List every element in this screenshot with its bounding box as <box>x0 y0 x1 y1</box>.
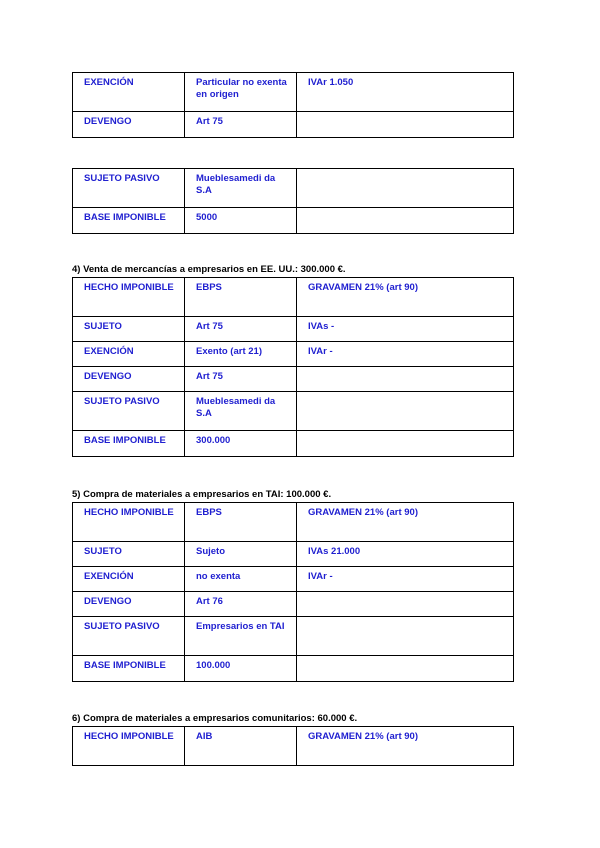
row-label: HECHO IMPONIBLE <box>73 727 185 766</box>
row-label: SUJETO <box>73 542 185 567</box>
table-section-4 <box>72 277 513 457</box>
table-row <box>73 592 514 617</box>
row-label: BASE IMPONIBLE <box>73 431 185 457</box>
table-row <box>73 567 514 592</box>
table-row <box>73 342 514 367</box>
row-note: GRAVAMEN 21% (art 90) <box>297 727 514 766</box>
row-value: AIB <box>185 727 297 766</box>
row-label: EXENCIÓN <box>73 73 185 112</box>
row-label: EXENCIÓN <box>73 567 185 592</box>
row-note <box>297 592 514 617</box>
row-note: GRAVAMEN 21% (art 90) <box>297 278 514 317</box>
row-note: IVAr - <box>297 567 514 592</box>
row-label: EXENCIÓN <box>73 342 185 367</box>
table-row <box>73 73 514 112</box>
section-5-heading: 5) Compra de materiales a empresarios en TAI: 100.000 €. <box>72 489 332 500</box>
row-note: GRAVAMEN 21% (art 90) <box>297 503 514 542</box>
row-note <box>297 392 514 431</box>
table-row <box>73 169 514 208</box>
table-section-5 <box>72 502 513 682</box>
row-label: SUJETO PASIVO <box>73 617 185 656</box>
row-note <box>297 431 514 457</box>
section-6-heading: 6) Compra de materiales a empresarios comunitarios: 60.000 €. <box>72 713 358 724</box>
row-note: IVAr - <box>297 342 514 367</box>
table-row <box>73 503 514 542</box>
row-label: HECHO IMPONIBLE <box>73 278 185 317</box>
row-value: Art 75 <box>185 317 297 342</box>
row-label: DEVENGO <box>73 112 185 138</box>
section-4-heading: 4) Venta de mercancías a empresarios en EE. UU.: 300.000 €. <box>72 264 346 275</box>
row-value: EBPS <box>185 278 297 317</box>
row-note <box>297 112 514 138</box>
table-row <box>73 656 514 682</box>
table-section-6 <box>72 726 513 766</box>
row-value: Mueblesamedi da S.A <box>185 169 297 208</box>
table-exencion-devengo <box>72 72 513 138</box>
table-row <box>73 278 514 317</box>
row-value: no exenta <box>185 567 297 592</box>
row-note: IVAs 21.000 <box>297 542 514 567</box>
row-label: DEVENGO <box>73 592 185 617</box>
row-note: IVAr 1.050 <box>297 73 514 112</box>
row-value: Particular no exenta en origen <box>185 73 297 112</box>
row-note <box>297 208 514 234</box>
row-note <box>297 617 514 656</box>
row-value: Art 76 <box>185 592 297 617</box>
table-row <box>73 317 514 342</box>
row-label: BASE IMPONIBLE <box>73 656 185 682</box>
row-value: 100.000 <box>185 656 297 682</box>
row-note <box>297 367 514 392</box>
row-value: EBPS <box>185 503 297 542</box>
table-row <box>73 208 514 234</box>
row-label: SUJETO PASIVO <box>73 169 185 208</box>
table-row <box>73 727 514 766</box>
row-value: 300.000 <box>185 431 297 457</box>
row-note <box>297 169 514 208</box>
row-label: HECHO IMPONIBLE <box>73 503 185 542</box>
row-label: BASE IMPONIBLE <box>73 208 185 234</box>
row-value: Sujeto <box>185 542 297 567</box>
row-value: 5000 <box>185 208 297 234</box>
table-row <box>73 431 514 457</box>
row-label: SUJETO PASIVO <box>73 392 185 431</box>
row-value: Empresarios en TAI <box>185 617 297 656</box>
table-row <box>73 367 514 392</box>
table-row <box>73 392 514 431</box>
table-row <box>73 617 514 656</box>
row-value: Art 75 <box>185 112 297 138</box>
row-note <box>297 656 514 682</box>
row-note: IVAs - <box>297 317 514 342</box>
table-row <box>73 542 514 567</box>
table-row <box>73 112 514 138</box>
row-label: DEVENGO <box>73 367 185 392</box>
row-label: SUJETO <box>73 317 185 342</box>
table-sujeto-base <box>72 168 513 234</box>
row-value: Mueblesamedi da S.A <box>185 392 297 431</box>
row-value: Art 75 <box>185 367 297 392</box>
row-value: Exento (art 21) <box>185 342 297 367</box>
